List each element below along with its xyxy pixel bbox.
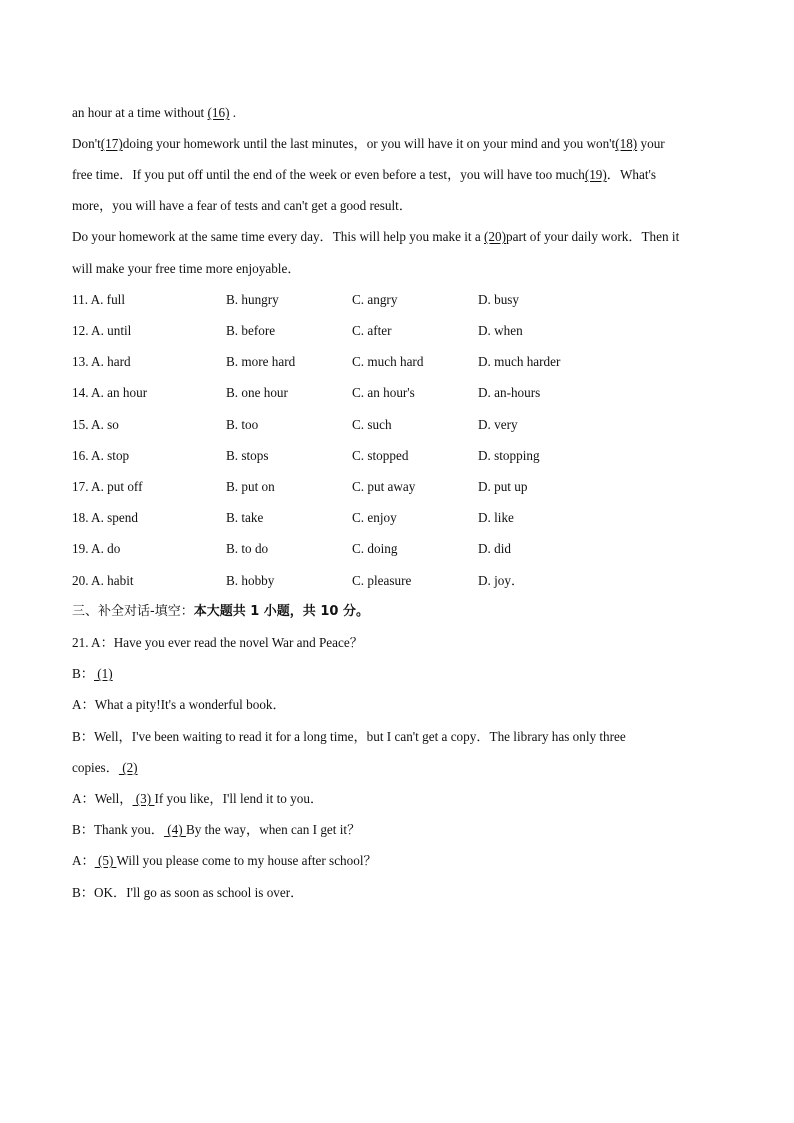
blank-18: (18) (615, 136, 638, 151)
option-b: B. put on (226, 479, 275, 494)
option-c: C. enjoy (352, 510, 397, 525)
passage-line-3 (72, 166, 656, 184)
option-a: 19. A. do (72, 541, 121, 556)
dialogue-line (72, 852, 377, 870)
option-a: 17. A. put off (72, 479, 143, 494)
passage-text: part of your daily work．Then it (506, 229, 680, 244)
passage-text: . (232, 105, 237, 120)
passage-text: Don't (72, 136, 101, 151)
dialogue-text: 21. A：Have you ever read the novel War and Peace？ (72, 635, 363, 650)
dialogue-line (72, 790, 323, 808)
dialogue-text: B：Well，I've been waiting to read it for a long time，but I can't get a copy．The library has only three (72, 729, 626, 744)
speaker-label: A： (72, 853, 95, 868)
option-c: C. put away (352, 479, 416, 494)
dialogue-blank-4: (4) (163, 822, 186, 837)
question-row (72, 447, 732, 465)
blank-16: (16) (207, 105, 230, 120)
option-b: B. hobby (226, 573, 275, 588)
section-heading (72, 603, 369, 621)
option-a: 13. A. hard (72, 354, 131, 369)
passage-text: Do your homework at the same time every day．This will help you make it a (72, 229, 485, 244)
option-c: C. after (352, 323, 392, 338)
option-a: 12. A. until (72, 323, 132, 338)
dialogue-line (72, 821, 360, 839)
blank-17: (17) (100, 136, 123, 151)
option-b: B. take (226, 510, 264, 525)
option-d: D. an-hours (478, 385, 541, 400)
option-d: D. when (478, 323, 523, 338)
passage-text: will make your free time more enjoyable． (72, 261, 301, 276)
question-row (72, 478, 732, 496)
option-b: B. to do (226, 541, 269, 556)
dialogue-line (72, 728, 626, 746)
passage-text: doing your homework until the last minutes，or you will have it on your mind and you won't (122, 136, 616, 151)
option-a: 16. A. stop (72, 448, 130, 463)
blank-20: (20) (484, 229, 506, 244)
option-d: D. very (478, 417, 518, 432)
option-b: B. one hour (226, 385, 288, 400)
section-score-info: 本大题共 1 小题，共 10 分。 (193, 604, 369, 619)
dialogue-line (72, 634, 363, 652)
option-a: 11. A. full (72, 292, 125, 307)
passage-line-1 (72, 104, 236, 122)
option-a: 18. A. spend (72, 510, 138, 525)
blank-19: (19) (584, 167, 607, 182)
passage-line-6 (72, 260, 301, 278)
passage-line-5 (72, 228, 679, 246)
option-b: B. hungry (226, 292, 279, 307)
dialogue-line (72, 696, 286, 714)
dialogue-text: By the way，when can I get it？ (185, 822, 361, 837)
dialogue-blank-1: (1) (93, 666, 113, 681)
option-c: C. angry (352, 292, 398, 307)
passage-text: an hour at a time without (72, 105, 205, 120)
dialogue-line (72, 759, 138, 777)
passage-text: ．What's (606, 167, 657, 182)
option-b: B. too (226, 417, 259, 432)
section-label: 三、补全对话-填空： (72, 604, 194, 619)
dialogue-text: A：Well， (72, 791, 133, 806)
question-row (72, 291, 732, 309)
dialogue-line (72, 665, 113, 683)
passage-line-4 (72, 197, 412, 215)
question-row (72, 384, 732, 402)
option-c: C. an hour's (352, 385, 415, 400)
option-d: D. joy． (478, 573, 525, 588)
option-d: D. did (478, 541, 511, 556)
question-row (72, 509, 732, 527)
dialogue-text: B：Thank you． (72, 822, 164, 837)
passage-text: more，you will have a fear of tests and can't get a good result． (72, 198, 413, 213)
dialogue-text: B：OK．I'll go as soon as school is over． (72, 885, 304, 900)
option-a: 15. A. so (72, 417, 119, 432)
option-d: D. put up (478, 479, 528, 494)
option-d: D. stopping (478, 448, 540, 463)
dialogue-text: A：What a pity!It's a wonderful book． (72, 697, 286, 712)
dialogue-blank-3: (3) (132, 791, 155, 806)
dialogue-text: Will you please come to my house after school？ (116, 853, 377, 868)
option-d: D. much harder (478, 354, 561, 369)
dialogue-blank-2: (2) (118, 760, 138, 775)
question-row (72, 322, 732, 340)
passage-line-2 (72, 135, 665, 153)
question-row (72, 416, 732, 434)
passage-text: your (637, 136, 665, 151)
passage-text: free time．If you put off until the end of the week or even before a test，you will have too much (72, 167, 585, 182)
dialogue-text: copies． (72, 760, 119, 775)
speaker-label: B： (72, 666, 94, 681)
option-d: D. like (478, 510, 514, 525)
option-c: C. pleasure (352, 573, 412, 588)
option-c: C. stopped (352, 448, 409, 463)
option-b: B. before (226, 323, 276, 338)
question-row (72, 540, 732, 558)
option-c: C. doing (352, 541, 398, 556)
question-row (72, 572, 732, 590)
dialogue-blank-5: (5) (94, 853, 117, 868)
option-a: 20. A. habit (72, 573, 134, 588)
option-c: C. such (352, 417, 392, 432)
option-b: B. more hard (226, 354, 296, 369)
option-c: C. much hard (352, 354, 424, 369)
dialogue-text: If you like，I'll lend it to you． (154, 791, 324, 806)
option-b: B. stops (226, 448, 269, 463)
option-a: 14. A. an hour (72, 385, 148, 400)
dialogue-line (72, 884, 303, 902)
question-row (72, 353, 732, 371)
option-d: D. busy (478, 292, 520, 307)
